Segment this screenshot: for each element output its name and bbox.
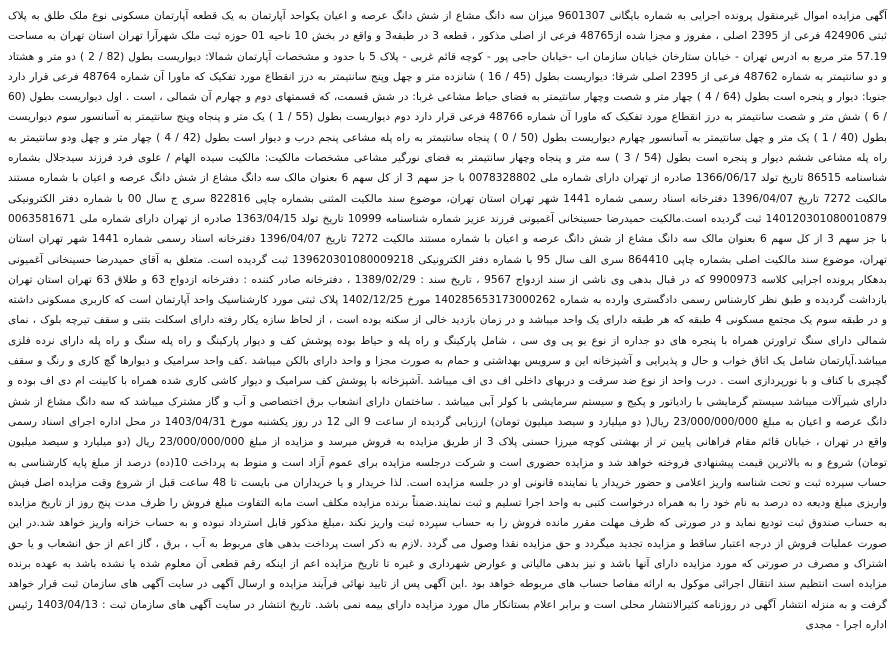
notice-body: آگهی مزایده اموال غیرمنقول پرونده اجرایی به شماره بایگانی 9601307 میزان سه دانگ مشاع از شش دانگ عرصه و اعیان یکواحد آپارتمان به یک قطعه آپارتمان مسکونی نوع ملک طلق به پلاک ثبتی 424906 فرعی از 2395 اصلی ، مفروز و مجزا شده از48765 فرعی از اصلی مذکور ، قطعه 3 در طبقه3 و واقع در بخش 10 ناحیه 01 حوزه ثبت ملک شهرآرا تهران استان تهران به مساحت 57.19 متر مربع به ادرس تهران - خیابان ستارخان خیابان سازمان اب -خیابان حاجی پور - کوچه قائم غربی - پلاک 5 با حدود و مشخصات آپارتمان شمالا: دیواریست بطول (82 / 2 ) دو متر و هشتاد و دو سانتیمتر به شماره 48762 فرعی از 2395 اصلی شرقا: دیواریست بطول (45 / 16 ) شانزده متر و چهل وپنج سانتیمتر به درز انقطاع مورد تفکیک که ماورا آن شماره 48764 فرعی قرار دارد جنوبا: دیوار و پنجره است بطول (64 / 4 ) چهار متر و شصت وچهار سانتیمتر به فضای حیاط مشاعی غربا: در شش قسمت، که قسمتهای دوم و چهارم آن شمالی ، است . اول دیواریست بطول (60 / 6 ) شش متر و شصت سانتیمتر به درز انقطاع مورد تفکیک که ماورا آن شماره 48766 فرعی قرار دارد دوم دیواریست بطول (55 / 1 ) یک متر و پنجاه وپنج سانتیمتر به آسانسور سوم دیواریست بطول (40 / 1 ) یک متر و چهل سانتیمتر به آسانسور چهارم دیواریست بطول (50 / 0 ) پنجاه سانتیمتر به راه پله مشاعی پنجم درب و دیوار است بطول (42 / 4 ) چهار متر و چهل ودو سانتیمتر به راه پله مشاعی ششم دیوار و پنجره است بطول (54 / 3 ) سه متر و پنجاه وچهار سانتیمتر به فضای نورگیر مشاعی مشخصات مالکیت: مالکیت سیده الهام / علوی فرد فرزند سیدجلال بشماره شناسنامه 86515 تاریخ تولد 1366/06/17 صادره از تهران دارای شماره ملی 0078328802 با جز سهم 3 از کل سهم 6 بعنوان مالک سه دانگ مشاع از شش دانگ عرصه و اعیان با شماره مستند مالکیت 7272 تاریخ 1396/04/07 دفترخانه اسناد رسمی شماره 1441 شهر تهران استان تهران، موضوع سند مالکیت المثنی بشماره چاپی 822816 سری ج سال 00 با شماره دفتر الکترونیکی 140120301080010879 ثبت گردیده است.مالکیت حمیدرضا حسینخانی آغمیونی فرزند عزیز شماره شناسنامه 10999 تاریخ تولد 1363/04/15 صادره از تهران دارای شماره ملی 0063581671 با جز سهم 3 از کل سهم 6 بعنوان مالک سه دانگ مشاع از شش دانگ عرصه و اعیان با شماره مستند مالکیت 7272 تاریخ 1396/04/07 دفترخانه اسناد رسمی شماره 1441 شهر تهران استان تهران، موضوع سند مالکیت اصلی بشماره چاپی 864410 سری الف سال 95 با شماره دفتر الکترونیکی 139620301080009218 ثبت گردیده است. متعلق به آقای حمیدرضا حسینخانی آغمیونی بدهکار پرونده اجرایی کلاسه 9900973 که در قبال بدهی وی ناشی از سند ازدواج 9567 ، تاریخ سند : 1389/02/29 ، دفترخانه صادر کننده : دفترخانه ازدواج 63 و طلاق 63 تهران استان تهران بازداشت گردیده و طبق نظر کارشناس رسمی دادگستری وارده به شماره 140285653173000262 مورخ 1402/12/25 پلاک ثبتی مورد کارشناسیک واحد آپارتمان است که کاربری مسکونی داشته و در طبقه سوم یک مجتمع مسکونی 4 طبقه که هر طبقه دارای یک واحد میباشد و در زمان بازدید خالی از سکنه بوده است ، از لحاظ سازه یکار رفته دارای اسکلت بتنی و سقف تیرچه بلوک ، نمای شمالی دارای سنگ تراورتن همراه با پنجره های دو جداره از نوع یو پی وی سی ، شامل پارکینگ و راه پله و حیاط بوده پوشش کف و دیوار پارکینگ و راه پله سنگ و راه پله دارای نرده فلزی میباشد.آپارتمان شامل یک اتاق خواب و حال و پذیرایی و آشپزخانه این و سرویس بهداشتی و حمام به صورت مجزا و واحد دارای بالکن میباشد .کف واحد سرامیک و دیوارها گچ کاری و رنگ و سقف گچبری با کناف و با نورپردازی است . درب واحد از نوع ضد سرقت و دربهای داخلی اف دی اف میباشد .آشپزخانه با پوشش کف سرامیک و دیوار کاشی کاری شده همراه با کابینت ام دی اف بوده و دارای شیرآلات میباشد سیستم گرمایشی با رادیاتور و پکیج و سیستم سرمایشی با کولر آبی میباشد . ساختمان دارای انشعاب برق اختصاصی و آب و گاز مشترک میباشد که سه دانگ مشاع از شش دانگ عرصه و اعیان به مبلغ 23/000/000/000 ریال( دو میلیارد و سیصد میلیون تومان) ارزیابی گردیده از ساعت 9 الی 12 در روز یکشنبه مورخ 1403/04/31 در محل اداره اجرای اسناد رسمی واقع در تهران ، خیابان قائم مقام فراهانی پایین تر از بهشتی کوچه میرزا حسنی پلاک 3 از طریق مزایده به فروش میرسد و مزایده از مبلغ 23/000/000/000 ریال (دو میلیارد و سیصد میلیون تومان) شروع و به بالاترین قیمت پیشنهادی فروخته خواهد شد و مزایده حضوری است و شرکت درجلسه مزایده برای عموم آزاد است و منوط به پرداخت 10(ده) درصد از مبلغ پایه کارشناسی به حساب سپرده ثبت و تحت شناسه واریز اعلامی و حضور خریدار یا نماینده قانونی او در جلسه مزایده است. لذا خریدار و یا خریداران می بایست تا 48 ساعت قبل از شروع وقت مزایده اصل فیش واریزی مبلغ ودیعه ده درصد به نام خود را به همراه درخواست کتبی به واحد اجرا تسلیم و ثبت نمایند.ضمناً برنده مزایده مکلف است مابه التفاوت مبلغ فروش را ظرف مدت پنج روز از تاریخ مزایده به حساب صندوق ثبت تودیع نماید و در صورتی که ظرف مهلت مقرر مانده فروش را به حساب سپرده ثبت واریز نکند ،مبلغ مذکور قابل استرداد نبوده و به حساب خزانه واریز خواهد شد.در این صورت عملیات فروش از درجه اعتبار ساقط و مزایده تجدید میگردد و حق مزایده نقدا وصول می گردد .لازم به ذکر است پرداخت بدهی های مربوط به آب ، برق ، گاز اعم از حق انشعاب و یا حق اشتراک و مصرف در صورتی که مورد مزایده دارای آنها باشد و نیز بدهی مالیاتی و عوارض شهرداری و غیره تا تاریخ مزایده اعم از اینکه رقم قطعی آن معلوم شده یا نشده باشد به عهده برنده مزایده است انتظیم سند انتقال اجرائی موکول به ارائه مفاصا حساب های مربوطه خواهد بود .این آگهی پس از تایید نهائی فرآیند مزایده و ارسال آگهی در سایت آگهی های سازمان ثبت قرار خواهد گرفت و به منزله انتشار آگهی در روزنامه کثیرالانتشار محلی است و برابر اعلام بستانکار مال مورد مزایده دارای بیمه نمی باشد. تاریخ انتشار در سایت آگهی های سازمان ثبت : 1403/04/13 رئیس اداره اجرا - مجدی (8, 10, 888, 631)
auction-notice-text (8, 6, 887, 635)
